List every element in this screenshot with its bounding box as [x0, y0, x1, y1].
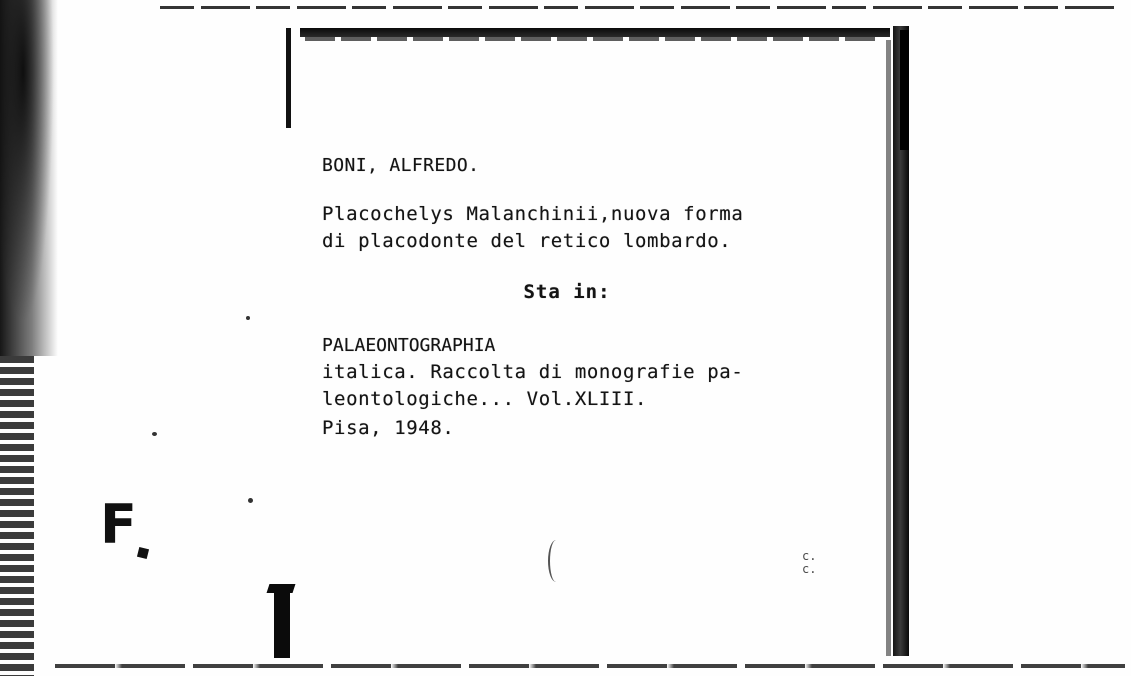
card-title	[322, 201, 882, 255]
card-typed-text	[322, 152, 882, 442]
speck	[246, 316, 250, 320]
left-scan-smudge-stripes	[0, 356, 34, 676]
left-scan-smudge	[0, 0, 58, 356]
card-source-heading: PALAEONTOGRAPHIA	[322, 335, 496, 356]
card-title-line-2: di placodonte del retico lombardo.	[322, 230, 732, 252]
card-source-line-1: italica. Raccolta di monografie pa-	[322, 361, 744, 383]
marginalia-one-mark	[274, 584, 290, 658]
card-title-line-1: Placochelys Malanchinii,nuova forma	[322, 203, 744, 225]
page-bottom-rule	[55, 664, 1125, 668]
marginalia-f-tick	[137, 547, 149, 559]
stray-paren-mark	[548, 540, 564, 582]
card-right-band-top	[900, 30, 909, 150]
marginalia-faint-marks	[802, 550, 816, 576]
speck	[152, 432, 157, 436]
card-source-line-2: leontologiche... Vol.XLIII.	[322, 388, 648, 410]
card-source-body	[322, 359, 882, 413]
card-imprint: Pisa, 1948.	[322, 417, 455, 439]
marginalia-faint-line-1: c.	[802, 549, 817, 563]
page-top-rule	[160, 6, 1120, 9]
card-note-label: Sta in:	[523, 281, 611, 303]
card-top-border	[300, 28, 890, 37]
marginalia-f-mark: F	[100, 493, 135, 556]
marginalia-one-mark-head	[267, 584, 296, 593]
card-left-border	[286, 28, 291, 128]
card-right-band-thin	[886, 40, 891, 656]
marginalia-faint-line-2: c.	[802, 562, 817, 576]
card-top-border-shadow	[305, 37, 875, 41]
card-author: BONI, ALFREDO.	[322, 155, 480, 176]
speck	[248, 498, 253, 503]
